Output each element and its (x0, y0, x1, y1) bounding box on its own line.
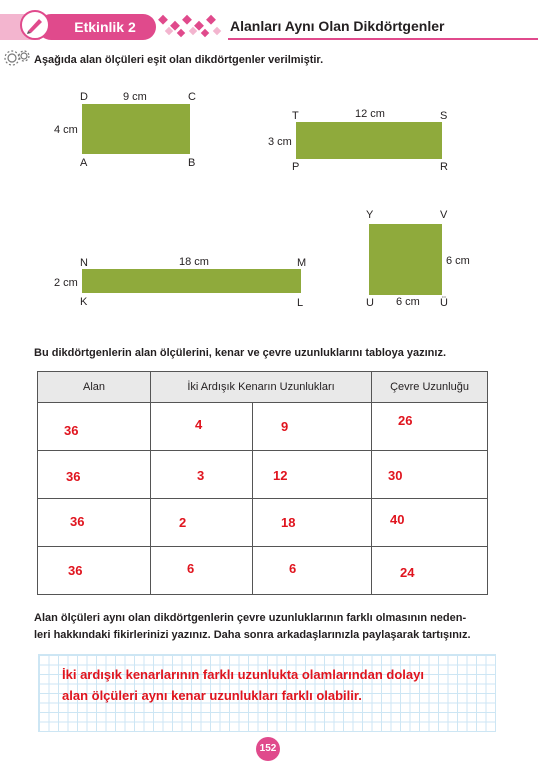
cell-side-1[interactable]: 6 (151, 547, 253, 595)
answer-line-1: İki ardışık kenarlarının farklı uzunlukta olamlarından dolayı (62, 667, 424, 682)
corner-label: A (80, 157, 88, 169)
cell-perimeter[interactable]: 24 (372, 547, 488, 595)
cell-area[interactable]: 36 (38, 499, 151, 547)
length-label: 4 cm (54, 124, 78, 136)
handwritten-answer (62, 664, 424, 706)
page-number: 152 (256, 737, 280, 761)
corner-label: Y (366, 209, 374, 221)
cell-side-2[interactable]: 6 (253, 547, 372, 595)
header-side-lengths: İki Ardışık Kenarın Uzunlukları (151, 372, 372, 403)
pencil-icon (20, 10, 50, 40)
corner-label: S (440, 110, 448, 122)
cell-perimeter[interactable]: 40 (372, 499, 488, 547)
corner-label: N (80, 257, 88, 269)
table-row (38, 499, 488, 547)
activity-badge: Etkinlik 2 (38, 14, 156, 40)
length-label: 6 cm (446, 255, 470, 267)
length-label: 6 cm (396, 296, 420, 308)
cell-perimeter[interactable]: 26 (372, 403, 488, 451)
corner-label: C (188, 91, 196, 103)
header-area: Alan (38, 372, 151, 403)
cell-area[interactable]: 36 (38, 403, 151, 451)
square-yvuu (369, 224, 442, 295)
question-line-1: Alan ölçüleri aynı olan dikdörtgenlerin çevre uzunluklarının farklı olmasının neden- (34, 612, 467, 624)
corner-label: R (440, 161, 448, 173)
table-row (38, 403, 488, 451)
question-line-2: leri hakkındaki fikirlerinizi yazınız. Daha sonra arkadaşlarınızla paylaşarak tartışınız. (34, 629, 471, 641)
corner-label: V (440, 209, 448, 221)
table-instruction: Bu dikdörtgenlerin alan ölçülerini, kenar ve çevre uzunluklarını tabloya yazınız. (34, 347, 447, 359)
cell-perimeter[interactable]: 30 (372, 451, 488, 499)
intro-text: Aşağıda alan ölçüleri eşit olan dikdörtgenler verilmiştir. (34, 54, 324, 66)
length-label: 9 cm (123, 91, 147, 103)
cell-area[interactable]: 36 (38, 451, 151, 499)
corner-label: Ü (440, 297, 448, 309)
table-row (38, 451, 488, 499)
rectangle-abcd (82, 104, 190, 154)
length-label: 18 cm (179, 256, 209, 268)
corner-label: T (292, 110, 299, 122)
header-perimeter: Çevre Uzunluğu (372, 372, 488, 403)
corner-label: L (297, 297, 304, 309)
page-title: Alanları Aynı Olan Dikdörtgenler (230, 18, 445, 34)
length-label: 3 cm (268, 136, 292, 148)
corner-label: B (188, 157, 196, 169)
gears-icon (2, 46, 32, 70)
answer-line-2: alan ölçüleri aynı kenar uzunlukları farklı olabilir. (62, 688, 362, 703)
cell-side-2[interactable]: 12 (253, 451, 372, 499)
corner-label: P (292, 161, 300, 173)
table-header-row (38, 372, 488, 403)
cell-side-2[interactable]: 18 (253, 499, 372, 547)
cell-area[interactable]: 36 (38, 547, 151, 595)
corner-label: U (366, 297, 374, 309)
length-label: 2 cm (54, 277, 78, 289)
corner-label: M (297, 257, 307, 269)
length-label: 12 cm (355, 108, 385, 120)
corner-label: K (80, 296, 88, 308)
results-table (37, 371, 488, 595)
cell-side-2[interactable]: 9 (253, 403, 372, 451)
corner-label: D (80, 91, 88, 103)
rectangle-nmlk (82, 269, 301, 293)
rectangle-tsrp (296, 122, 442, 159)
cell-side-1[interactable]: 4 (151, 403, 253, 451)
cell-side-1[interactable]: 2 (151, 499, 253, 547)
cell-side-1[interactable]: 3 (151, 451, 253, 499)
table-row (38, 547, 488, 595)
